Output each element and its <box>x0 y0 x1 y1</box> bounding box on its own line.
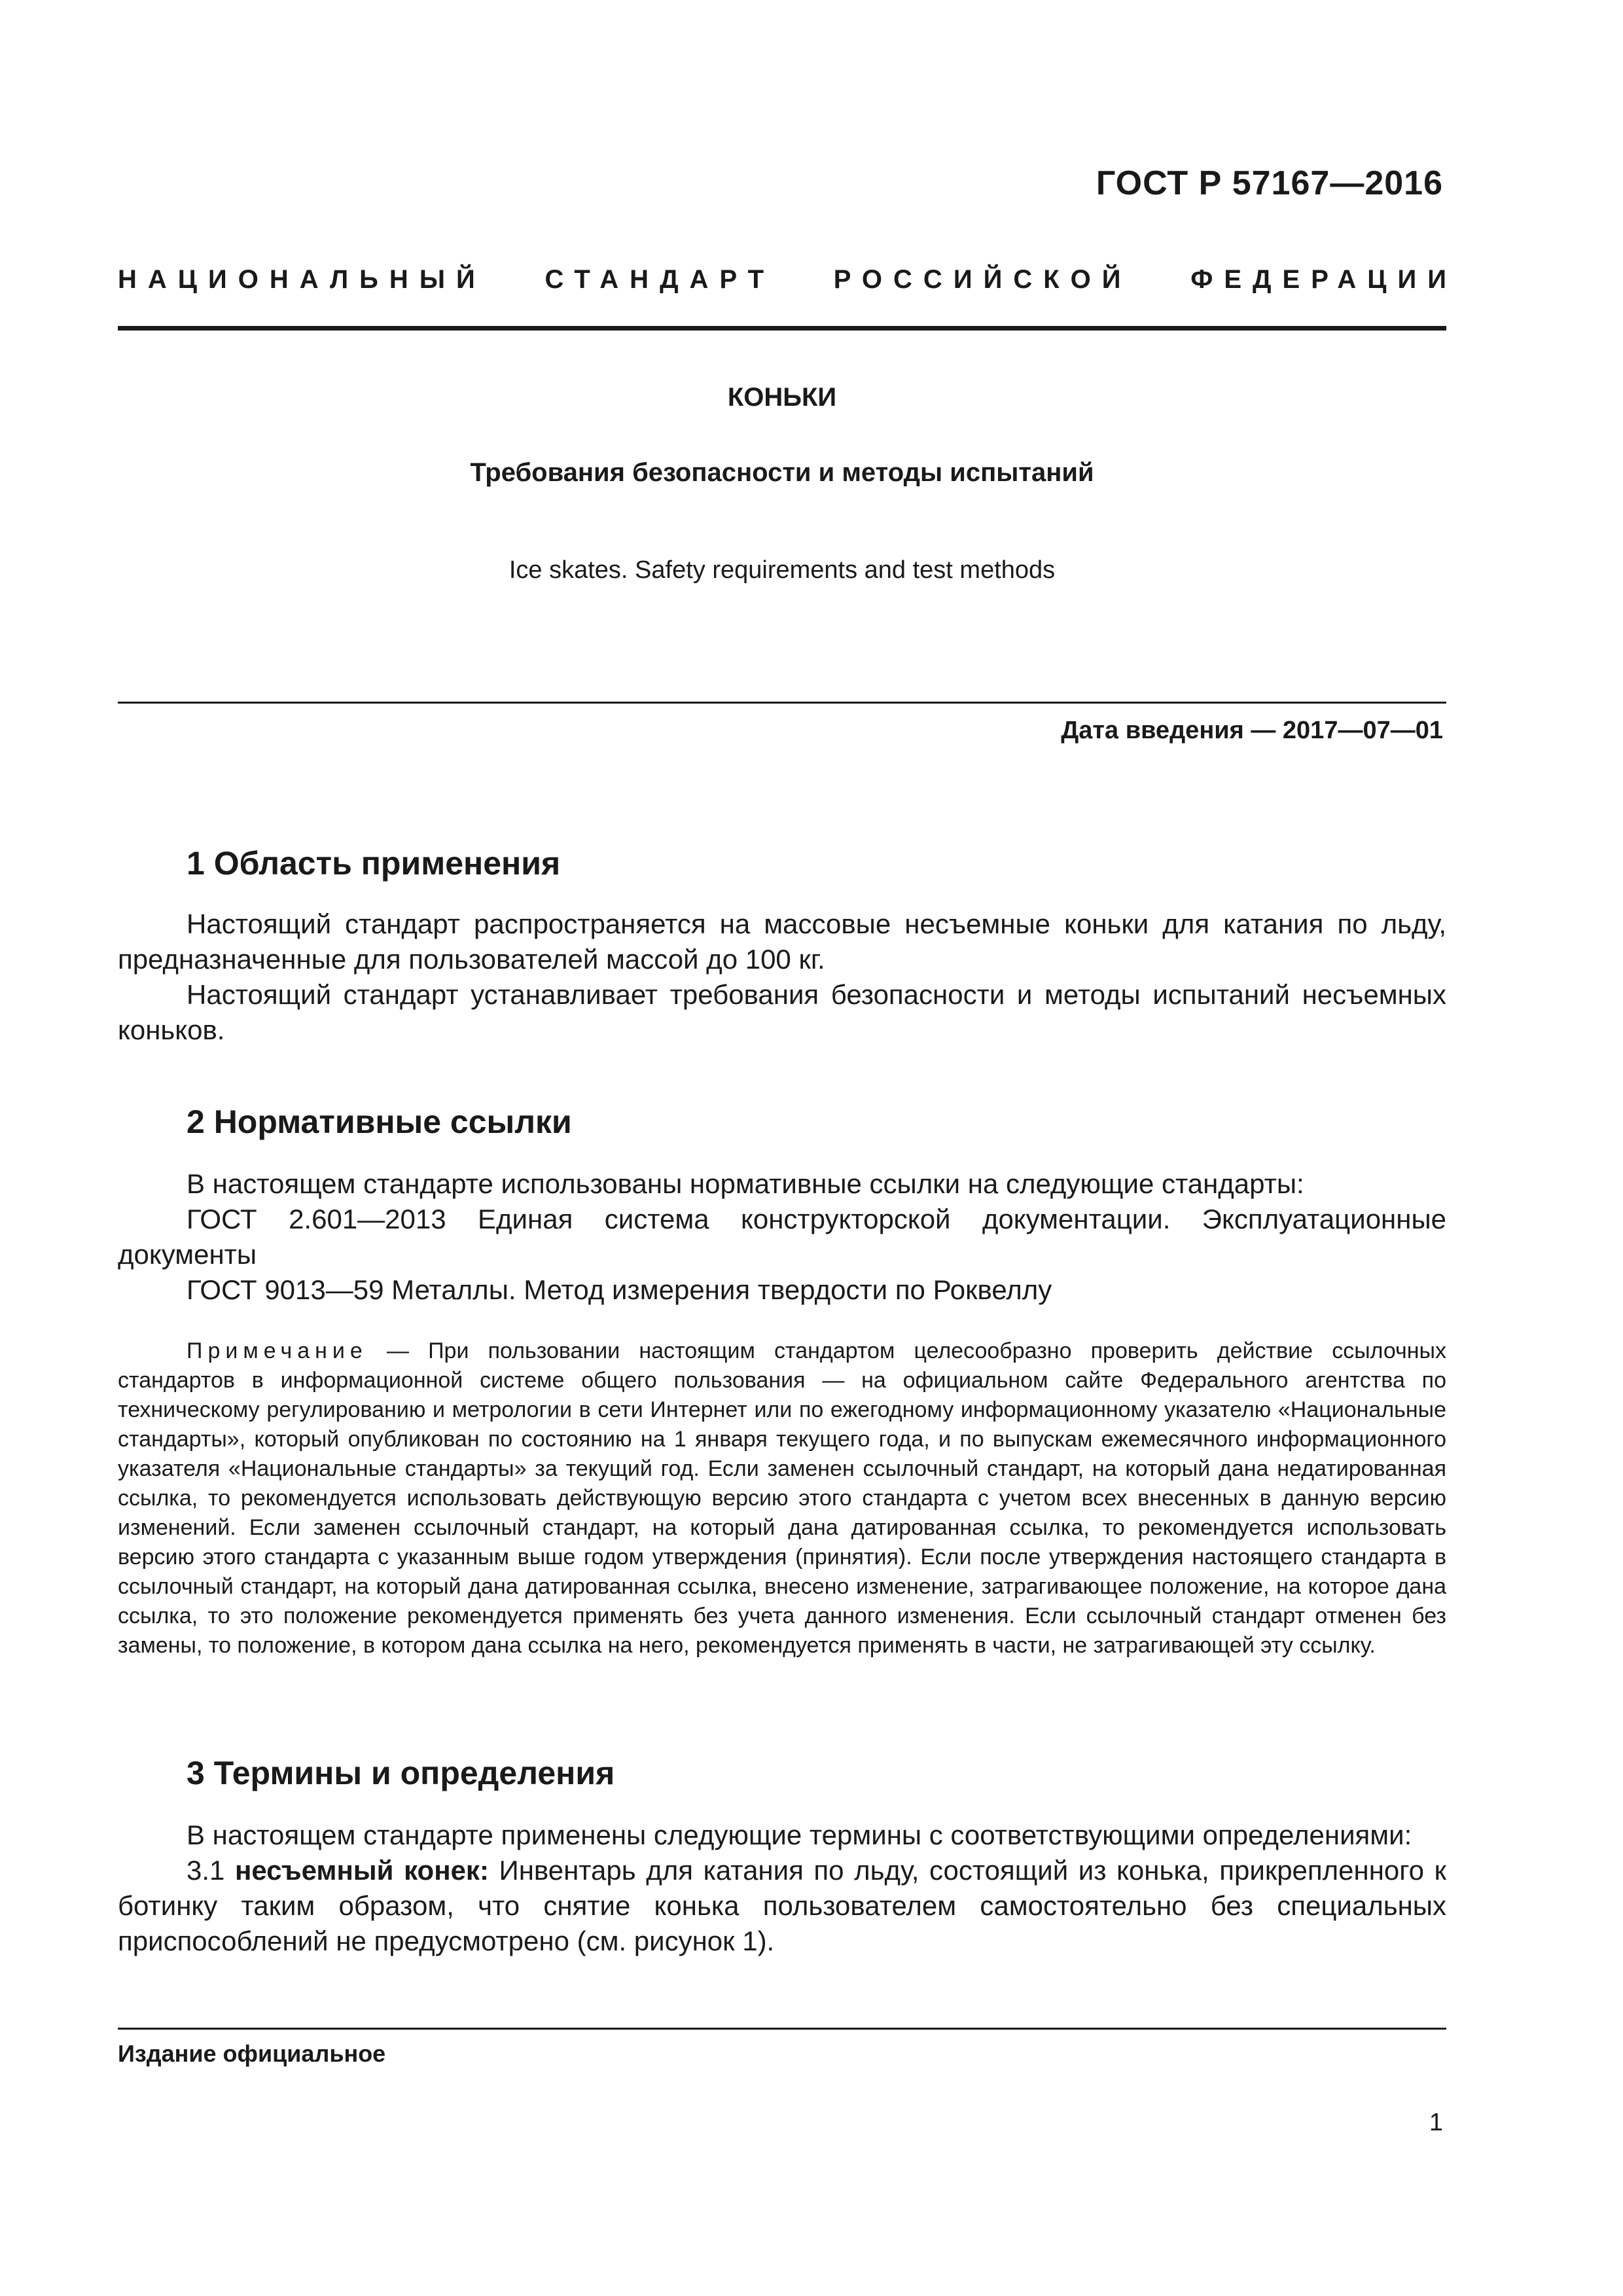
standard-code: ГОСТ Р 57167—2016 <box>1096 164 1443 202</box>
national-title-word: ФЕДЕРАЦИИ <box>1190 265 1457 294</box>
header-rule <box>118 326 1446 331</box>
term: несъемный конек: <box>234 1855 489 1886</box>
document-title-english: Ice skates. Safety requirements and test methods <box>508 556 1056 584</box>
national-title-word: РОССИЙСКОЙ <box>833 265 1132 294</box>
term-definition <box>118 1853 1446 1959</box>
introduction-date: Дата введения — 2017—07—01 <box>1061 717 1443 744</box>
section-2-note <box>118 1336 1446 1660</box>
national-standard-title <box>118 265 1457 295</box>
footer-rule <box>118 2028 1446 2030</box>
paragraph: Настоящий стандарт распространяется на массовые несъемные коньки для катания по льду, предназначенные для пользователей массой до 100 кг. <box>118 908 1446 975</box>
reference-item: ГОСТ 2.601—2013 Единая система конструкторской документации. Эксплуатационные документы <box>118 1204 1446 1270</box>
section-3-heading: 3 Термины и определения <box>187 1755 615 1791</box>
section-1-body <box>118 906 1446 1048</box>
reference-item: ГОСТ 9013—59 Металлы. Метод измерения твердости по Роквеллу <box>187 1274 1052 1305</box>
section-2-heading: 2 Нормативные ссылки <box>187 1103 572 1140</box>
paragraph: В настоящем стандарте использованы нормативные ссылки на следующие стандарты: <box>187 1168 1304 1199</box>
document-title: КОНЬКИ <box>727 383 837 412</box>
note-label: Примечание <box>187 1338 368 1363</box>
section-1-heading: 1 Область применения <box>187 845 561 882</box>
section-3-body <box>118 1818 1446 1959</box>
title-rule <box>118 702 1446 704</box>
definition: Инвентарь для катания по льду, состоящий из конька, прикрепленного к ботинку таким образом, что снятие конька пользователем самостоятельно без специальных приспособлений не предусмотрено (см. рисунок 1). <box>118 1855 1446 1956</box>
term-number: 3.1 <box>187 1855 235 1886</box>
paragraph: В настоящем стандарте применены следующие термины с соответствующими определениями: <box>187 1820 1412 1850</box>
page-number: 1 <box>1429 2109 1443 2136</box>
national-title-word: НАЦИОНАЛЬНЫЙ <box>118 265 486 294</box>
official-edition-label: Издание официальное <box>118 2040 386 2067</box>
document-subtitle: Требования безопасности и методы испытаний <box>470 458 1094 487</box>
national-title-word: СТАНДАРТ <box>544 265 776 294</box>
note-text: — При пользовании настоящим стандартом целесообразно проверить действие ссылочных стандартов в информационной системе общего пользования — на официальном сайте Федерального агентства по техническому регулированию и метрологии в сети Интернет или по ежегодному информационному указателю «Национальные стандарты», который опубликован по состоянию на 1 января текущего года, и по выпускам ежемесячного информационного указателя «Национальные стандарты» за текущий год. Если заменен ссылочный стандарт, на который дана недатированная ссылка, то рекомендуется использовать действующую версию этого стандарта с учетом всех внесенных в данную версию изменений. Если заменен ссылочный стандарт, на который дана датированная ссылка, то рекомендуется использовать версию этого стандарта с указанным выше годом утверждения (принятия). Если после утверждения настоящего стандарта в ссылочный стандарт, на который дана датированная ссылка, внесено изменение, затрагивающее положение, на которое дана ссылка, то это положение рекомендуется применять без учета данного изменения. Если ссылочный стандарт отменен без замены, то положение, в котором дана ссылка на него, рекомендуется применять в части, не затрагивающей эту ссылку. <box>118 1338 1446 1658</box>
section-2-body <box>118 1166 1446 1308</box>
paragraph: Настоящий стандарт устанавливает требования безопасности и методы испытаний несъемных коньков. <box>118 979 1446 1045</box>
